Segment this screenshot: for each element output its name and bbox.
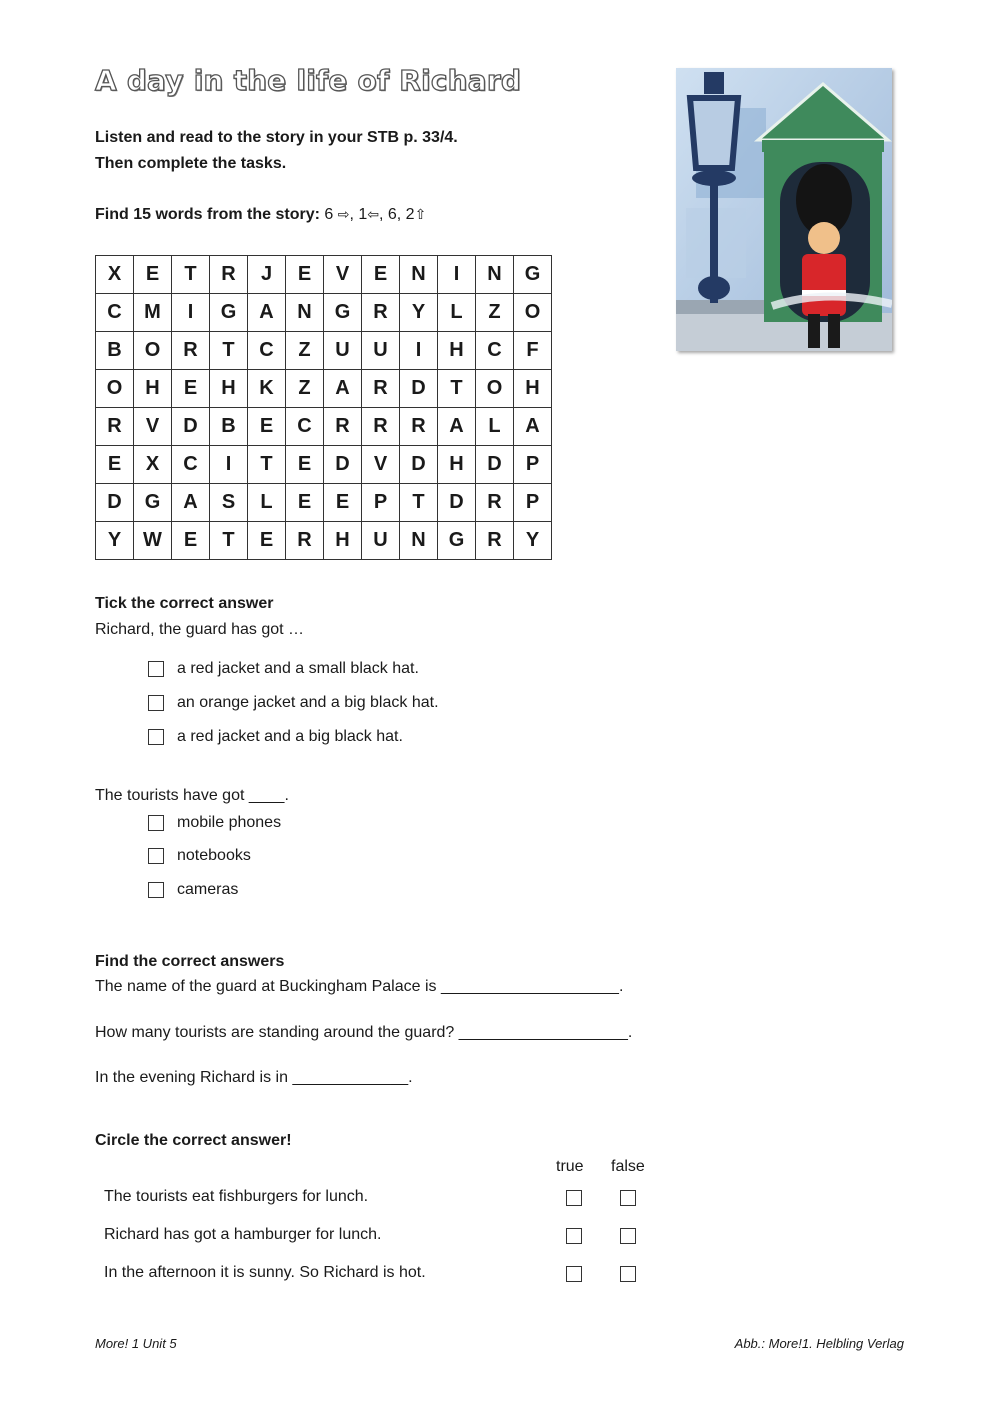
wordsearch-cell[interactable]: E — [96, 446, 134, 484]
wordsearch-cell[interactable]: E — [248, 408, 286, 446]
wordsearch-cell[interactable]: H — [324, 522, 362, 560]
wordsearch-cell[interactable]: E — [286, 484, 324, 522]
tick-heading: Tick the correct answer — [95, 595, 274, 612]
wordsearch-cell[interactable]: E — [286, 446, 324, 484]
wordsearch-cell[interactable]: B — [96, 332, 134, 370]
checkbox[interactable] — [148, 661, 164, 677]
wordsearch-cell[interactable]: Z — [286, 332, 324, 370]
wordsearch-cell[interactable]: C — [476, 332, 514, 370]
wordsearch-cell[interactable]: Z — [286, 370, 324, 408]
wordsearch-cell[interactable]: H — [438, 332, 476, 370]
wordsearch-cell[interactable]: R — [286, 522, 324, 560]
wordsearch-cell[interactable]: O — [134, 332, 172, 370]
q1-option-3[interactable] — [148, 727, 403, 747]
wordsearch-cell[interactable]: Y — [400, 294, 438, 332]
wordsearch-cell[interactable]: E — [362, 256, 400, 294]
up-arrow-icon: ⇧ — [414, 206, 427, 222]
circle-heading: Circle the correct answer! — [95, 1132, 292, 1149]
hint-c: , 6, 2 — [378, 206, 415, 223]
wordsearch-cell[interactable]: A — [172, 484, 210, 522]
wordsearch-cell[interactable]: Y — [514, 522, 552, 560]
option-label: an orange jacket and a big black hat. — [177, 694, 439, 711]
wordsearch-cell[interactable]: D — [476, 446, 514, 484]
wordsearch-cell[interactable]: G — [324, 294, 362, 332]
wordsearch-cell[interactable]: E — [172, 522, 210, 560]
guard-picture — [676, 68, 892, 351]
wordsearch-cell[interactable]: G — [514, 256, 552, 294]
find-words-label: Find 15 words from the story: — [95, 206, 320, 223]
false-checkbox[interactable] — [620, 1266, 636, 1282]
wordsearch-cell[interactable]: A — [324, 370, 362, 408]
wordsearch-cell[interactable]: C — [286, 408, 324, 446]
true-checkbox[interactable] — [566, 1228, 582, 1244]
wordsearch-cell[interactable]: N — [476, 256, 514, 294]
wordsearch-cell[interactable]: K — [248, 370, 286, 408]
wordsearch-cell[interactable]: B — [210, 408, 248, 446]
statement-text: In the afternoon it is sunny. So Richard is hot. — [104, 1264, 426, 1281]
wordsearch-cell[interactable]: X — [96, 256, 134, 294]
wordsearch-cell[interactable]: Y — [96, 522, 134, 560]
wordsearch-cell[interactable]: E — [248, 522, 286, 560]
true-checkbox[interactable] — [566, 1190, 582, 1206]
wordsearch-cell[interactable]: N — [400, 522, 438, 560]
option-label: a red jacket and a big black hat. — [177, 728, 403, 745]
statement-row-2 — [104, 1226, 644, 1248]
q1-option-1[interactable] — [148, 659, 419, 679]
wordsearch-cell[interactable]: V — [134, 408, 172, 446]
wordsearch-cell[interactable]: M — [134, 294, 172, 332]
wordsearch-cell[interactable]: C — [96, 294, 134, 332]
page-title: A day in the life of Richard — [95, 64, 522, 97]
wordsearch-cell[interactable]: C — [172, 446, 210, 484]
q2-option-1[interactable] — [148, 813, 281, 833]
wordsearch-cell[interactable]: R — [172, 332, 210, 370]
wordsearch-cell[interactable]: T — [210, 522, 248, 560]
wordsearch-cell[interactable]: O — [96, 370, 134, 408]
find-answer-q3[interactable]: In the evening Richard is in _____________. — [95, 1069, 413, 1086]
wordsearch-cell[interactable]: H — [438, 446, 476, 484]
hint-a: 6 — [319, 206, 338, 223]
find-answer-q1[interactable]: The name of the guard at Buckingham Palace is ____________________. — [95, 978, 624, 995]
checkbox[interactable] — [148, 729, 164, 745]
wordsearch-row — [96, 484, 552, 522]
option-label: mobile phones — [177, 814, 282, 831]
wordsearch-cell[interactable]: N — [286, 294, 324, 332]
wordsearch-cell[interactable]: H — [134, 370, 172, 408]
wordsearch-cell[interactable]: D — [400, 370, 438, 408]
option-label: notebooks — [177, 847, 251, 864]
wordsearch-cell[interactable]: E — [324, 484, 362, 522]
right-arrow-icon: ⇨ — [337, 206, 350, 222]
wordsearch-cell[interactable]: W — [134, 522, 172, 560]
wordsearch-cell[interactable]: E — [172, 370, 210, 408]
wordsearch-cell[interactable]: R — [324, 408, 362, 446]
intro-line-2: Then complete the tasks. — [95, 155, 287, 172]
wordsearch-cell[interactable]: T — [248, 446, 286, 484]
wordsearch-cell[interactable]: I — [400, 332, 438, 370]
wordsearch-cell[interactable]: I — [438, 256, 476, 294]
wordsearch-cell[interactable]: P — [514, 446, 552, 484]
wordsearch-cell[interactable]: R — [400, 408, 438, 446]
wordsearch-cell[interactable]: H — [514, 370, 552, 408]
true-column-label: true — [556, 1158, 584, 1175]
guard-illustration — [676, 68, 892, 351]
wordsearch-cell[interactable]: D — [96, 484, 134, 522]
wordsearch-cell[interactable]: V — [324, 256, 362, 294]
wordsearch-row — [96, 332, 552, 370]
wordsearch-cell[interactable]: E — [134, 256, 172, 294]
wordsearch-cell[interactable]: D — [324, 446, 362, 484]
wordsearch-row — [96, 294, 552, 332]
wordsearch-cell[interactable]: X — [134, 446, 172, 484]
wordsearch-cell[interactable]: G — [134, 484, 172, 522]
wordsearch-cell[interactable]: P — [514, 484, 552, 522]
wordsearch-cell[interactable]: N — [400, 256, 438, 294]
wordsearch-row — [96, 370, 552, 408]
footer-right: Abb.: More!1. Helbling Verlag — [734, 1336, 904, 1351]
wordsearch-cell[interactable]: G — [210, 294, 248, 332]
wordsearch-cell[interactable]: T — [172, 256, 210, 294]
true-checkbox[interactable] — [566, 1266, 582, 1282]
tick-question-2: The tourists have got ____. — [95, 787, 289, 804]
wordsearch-grid — [95, 255, 552, 560]
statement-row-1 — [104, 1188, 644, 1210]
statement-text: Richard has got a hamburger for lunch. — [104, 1226, 382, 1243]
q2-option-2[interactable] — [148, 846, 251, 866]
wordsearch-row — [96, 256, 552, 294]
wordsearch-cell[interactable]: T — [210, 332, 248, 370]
false-column-label: false — [611, 1158, 645, 1175]
footer-left: More! 1 Unit 5 — [95, 1336, 177, 1351]
checkbox[interactable] — [148, 695, 164, 711]
intro-line-1: Listen and read to the story in your STB p. 33/4. — [95, 129, 458, 146]
wordsearch-cell[interactable]: A — [514, 408, 552, 446]
hint-b: , 1 — [349, 206, 368, 223]
find-words-instruction — [95, 206, 426, 224]
checkbox[interactable] — [148, 882, 164, 898]
wordsearch-cell[interactable]: R — [476, 522, 514, 560]
wordsearch-row — [96, 408, 552, 446]
wordsearch-cell[interactable]: D — [438, 484, 476, 522]
tick-question-1: Richard, the guard has got … — [95, 621, 305, 638]
wordsearch-cell[interactable]: C — [248, 332, 286, 370]
wordsearch-cell[interactable]: L — [476, 408, 514, 446]
wordsearch-cell[interactable]: A — [438, 408, 476, 446]
wordsearch-cell[interactable]: R — [362, 370, 400, 408]
wordsearch-cell[interactable]: Z — [476, 294, 514, 332]
checkbox[interactable] — [148, 848, 164, 864]
wordsearch-cell[interactable]: V — [362, 446, 400, 484]
wordsearch-cell[interactable]: R — [476, 484, 514, 522]
wordsearch-cell[interactable]: P — [362, 484, 400, 522]
wordsearch-cell[interactable]: U — [362, 332, 400, 370]
wordsearch-cell[interactable]: D — [400, 446, 438, 484]
wordsearch-cell[interactable]: O — [514, 294, 552, 332]
wordsearch-cell[interactable]: D — [172, 408, 210, 446]
statement-text: The tourists eat fishburgers for lunch. — [104, 1188, 369, 1205]
checkbox[interactable] — [148, 815, 164, 831]
q1-option-2[interactable] — [148, 693, 439, 713]
option-label: cameras — [177, 881, 239, 898]
wordsearch-cell[interactable]: R — [362, 408, 400, 446]
wordsearch-cell[interactable]: I — [172, 294, 210, 332]
wordsearch-cell[interactable]: R — [96, 408, 134, 446]
wordsearch-cell[interactable]: O — [476, 370, 514, 408]
false-checkbox[interactable] — [620, 1228, 636, 1244]
wordsearch-cell[interactable]: R — [210, 256, 248, 294]
wordsearch-cell[interactable]: E — [286, 256, 324, 294]
wordsearch-cell[interactable]: T — [438, 370, 476, 408]
find-answers-heading: Find the correct answers — [95, 953, 285, 970]
wordsearch-cell[interactable]: T — [400, 484, 438, 522]
wordsearch-cell[interactable]: U — [362, 522, 400, 560]
wordsearch-cell[interactable]: A — [248, 294, 286, 332]
wordsearch-cell[interactable]: H — [210, 370, 248, 408]
statement-row-3 — [104, 1264, 644, 1286]
wordsearch-cell[interactable]: J — [248, 256, 286, 294]
wordsearch-row — [96, 522, 552, 560]
q2-option-3[interactable] — [148, 880, 238, 900]
wordsearch-row — [96, 446, 552, 484]
wordsearch-cell[interactable]: U — [324, 332, 362, 370]
left-arrow-icon: ⇦ — [367, 206, 379, 222]
option-label: a red jacket and a small black hat. — [177, 660, 419, 677]
find-answer-q2[interactable]: How many tourists are standing around the guard? ___________________. — [95, 1024, 633, 1041]
wordsearch-cell[interactable]: S — [210, 484, 248, 522]
wordsearch-cell[interactable]: I — [210, 446, 248, 484]
wordsearch-cell[interactable]: F — [514, 332, 552, 370]
wordsearch-cell[interactable]: L — [248, 484, 286, 522]
wordsearch-cell[interactable]: R — [362, 294, 400, 332]
wordsearch-cell[interactable]: G — [438, 522, 476, 560]
wordsearch-cell[interactable]: L — [438, 294, 476, 332]
false-checkbox[interactable] — [620, 1190, 636, 1206]
